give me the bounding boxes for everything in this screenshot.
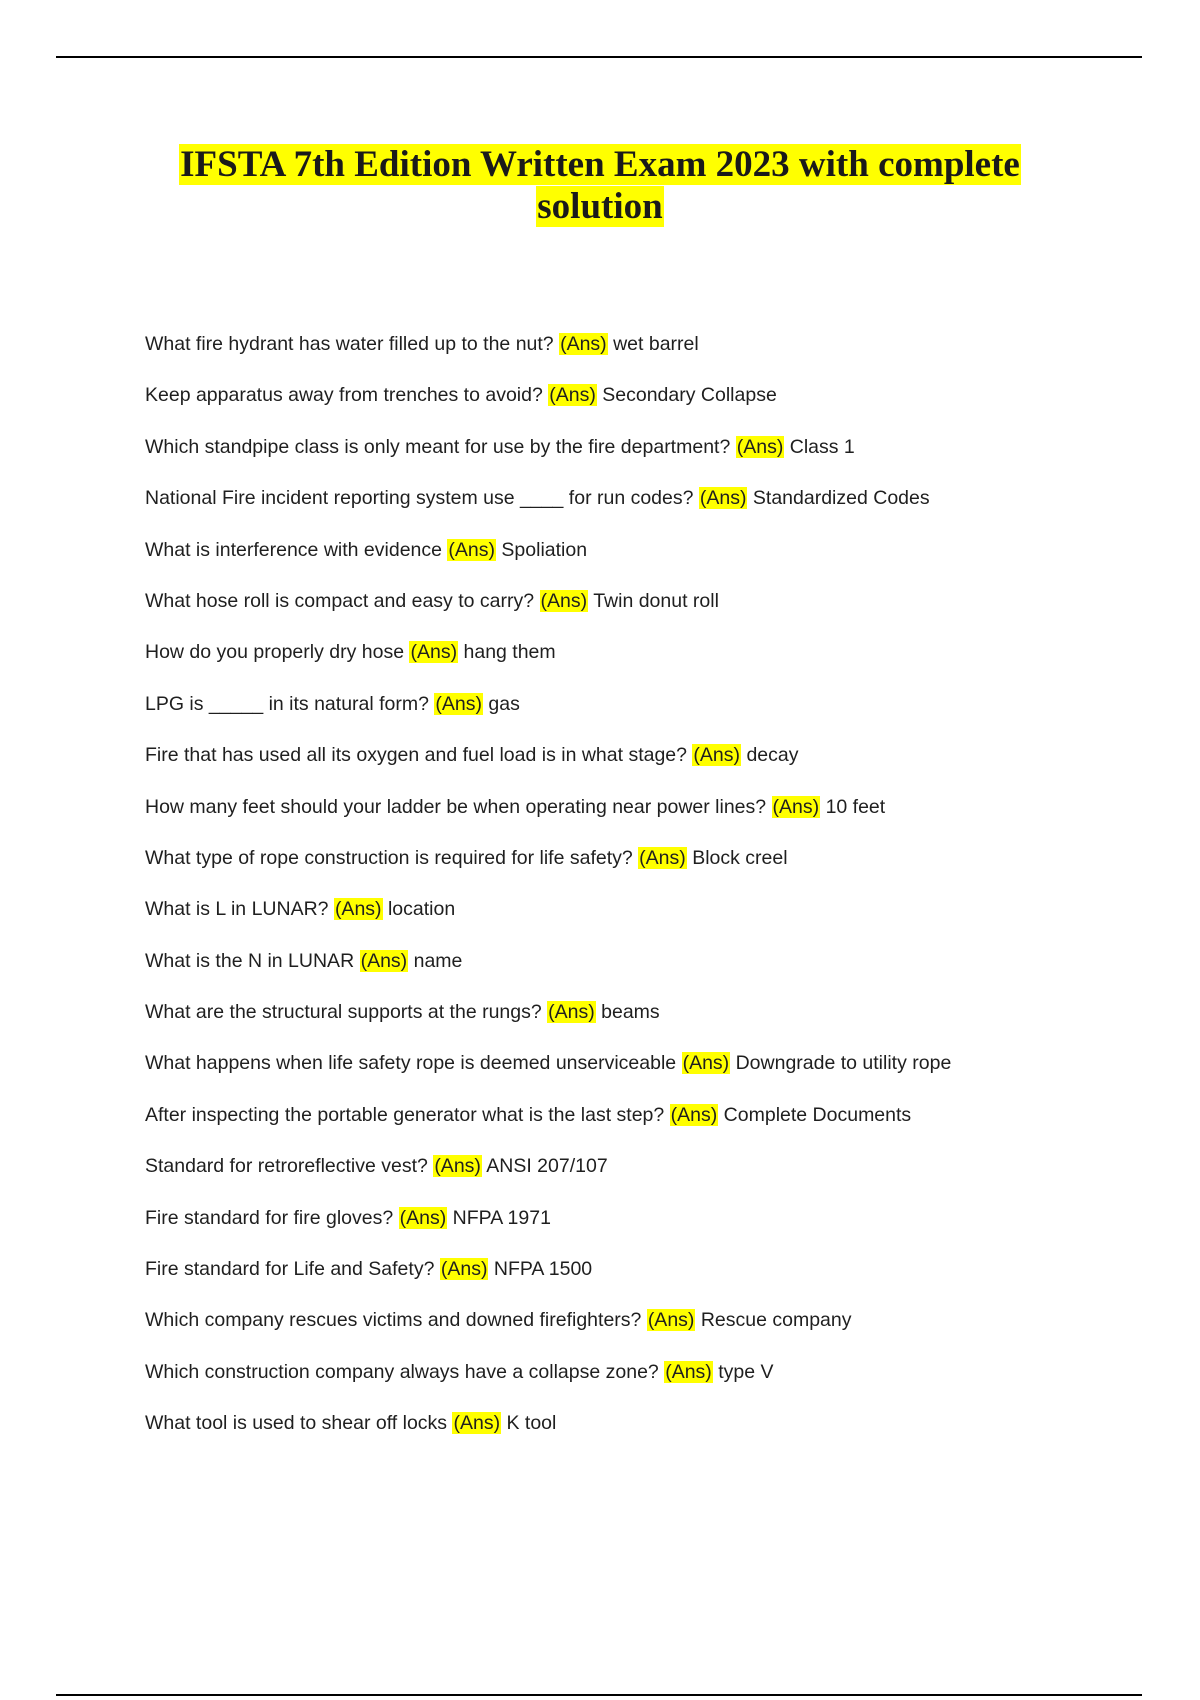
answer-text: hang them [463, 641, 556, 664]
answer-marker: (Ans) [453, 1412, 501, 1435]
qa-item [145, 382, 1105, 433]
answer-marker: (Ans) [549, 384, 596, 407]
qa-item [145, 434, 1105, 485]
answer-marker: (Ans) [548, 1001, 595, 1024]
answer-text: K tool [506, 1412, 557, 1435]
answer-text: NFPA 1971 [452, 1206, 551, 1229]
qa-item [145, 485, 1105, 536]
question-answer-list [145, 331, 1105, 1462]
answer-text: Complete Documents [723, 1103, 912, 1126]
question-text: What fire hydrant has water filled up to the nut? [145, 333, 554, 355]
answer-text: wet barrel [613, 333, 699, 355]
qa-item [145, 331, 1105, 382]
question-text: What tool is used to shear off locks [145, 1412, 448, 1435]
qa-item [145, 1307, 1105, 1358]
bottom-rule [56, 1694, 1142, 1696]
answer-text: Standardized Codes [752, 487, 930, 510]
question-text: After inspecting the portable generator what is the last step? [145, 1103, 665, 1126]
answer-marker: (Ans) [736, 435, 784, 458]
answer-marker: (Ans) [399, 1206, 447, 1229]
answer-marker: (Ans) [670, 1103, 718, 1126]
answer-marker: (Ans) [699, 487, 747, 510]
qa-item [145, 742, 1105, 793]
answer-marker: (Ans) [434, 1155, 481, 1178]
question-text: Standard for retroreflective vest? [145, 1155, 428, 1178]
answer-text: Secondary Collapse [602, 384, 777, 407]
qa-item [145, 794, 1105, 845]
question-text: What happens when life safety rope is deemed unserviceable [145, 1052, 677, 1075]
question-text: What is the N in LUNAR [145, 949, 355, 972]
qa-item [145, 948, 1105, 999]
answer-marker: (Ans) [334, 898, 382, 921]
question-text: Fire that has used all its oxygen and fuel load is in what stage? [145, 744, 687, 767]
answer-marker: (Ans) [360, 949, 408, 972]
answer-marker: (Ans) [448, 538, 495, 561]
question-text: How many feet should your ladder be when operating near power lines? [145, 795, 767, 818]
answer-text: Downgrade to utility rope [735, 1052, 952, 1075]
qa-item [145, 537, 1105, 588]
answer-marker: (Ans) [435, 692, 482, 715]
question-text: Which construction company always have a collapse zone? [145, 1360, 659, 1383]
answer-marker: (Ans) [639, 846, 686, 869]
answer-text: Spoliation [501, 538, 588, 561]
question-text: What is L in LUNAR? [145, 898, 329, 921]
answer-text: Twin donut roll [593, 589, 719, 612]
answer-marker: (Ans) [772, 795, 820, 818]
question-text: Keep apparatus away from trenches to avoid? [145, 384, 543, 407]
question-text: National Fire incident reporting system use ____ for run codes? [145, 487, 694, 510]
question-text: What are the structural supports at the rungs? [145, 1001, 542, 1024]
answer-text: Block creel [692, 846, 788, 869]
answer-marker: (Ans) [440, 1258, 488, 1281]
answer-text: type V [718, 1360, 774, 1383]
qa-item [145, 639, 1105, 690]
answer-text: decay [746, 744, 799, 767]
answer-text: Class 1 [789, 435, 855, 458]
answer-text: name [413, 949, 463, 972]
answer-marker: (Ans) [693, 744, 741, 767]
top-rule [56, 56, 1142, 58]
document-title-text: IFSTA 7th Edition Written Exam 2023 with complete solution [180, 144, 1020, 227]
qa-item [145, 691, 1105, 742]
question-text: What type of rope construction is required for life safety? [145, 846, 633, 869]
answer-marker: (Ans) [540, 589, 588, 612]
answer-text: beams [601, 1001, 660, 1024]
answer-text: gas [488, 692, 520, 715]
answer-marker: (Ans) [410, 641, 458, 664]
question-text: How do you properly dry hose [145, 641, 405, 664]
qa-item [145, 1205, 1105, 1256]
question-text: Fire standard for fire gloves? [145, 1206, 394, 1229]
document-title [150, 144, 1050, 228]
qa-item [145, 1256, 1105, 1307]
qa-item [145, 1102, 1105, 1153]
qa-item [145, 896, 1105, 947]
answer-text: ANSI 207/107 [486, 1155, 608, 1178]
answer-marker: (Ans) [647, 1309, 695, 1332]
question-text: Which company rescues victims and downed firefighters? [145, 1309, 642, 1332]
question-text: What is interference with evidence [145, 538, 442, 561]
qa-item [145, 1410, 1105, 1461]
answer-marker: (Ans) [665, 1360, 712, 1383]
qa-item [145, 588, 1105, 639]
answer-marker: (Ans) [560, 333, 607, 355]
question-text: LPG is _____ in its natural form? [145, 692, 429, 715]
qa-item [145, 999, 1105, 1050]
question-text: Which standpipe class is only meant for use by the fire department? [145, 435, 731, 458]
qa-item [145, 1050, 1105, 1101]
answer-marker: (Ans) [682, 1052, 730, 1075]
question-text: What hose roll is compact and easy to carry? [145, 589, 535, 612]
qa-item [145, 845, 1105, 896]
answer-text: location [387, 898, 456, 921]
qa-item [145, 1359, 1105, 1410]
answer-text: NFPA 1500 [493, 1258, 593, 1281]
qa-item [145, 1153, 1105, 1204]
answer-text: 10 feet [825, 795, 886, 818]
question-text: Fire standard for Life and Safety? [145, 1258, 435, 1281]
answer-text: Rescue company [700, 1309, 852, 1332]
